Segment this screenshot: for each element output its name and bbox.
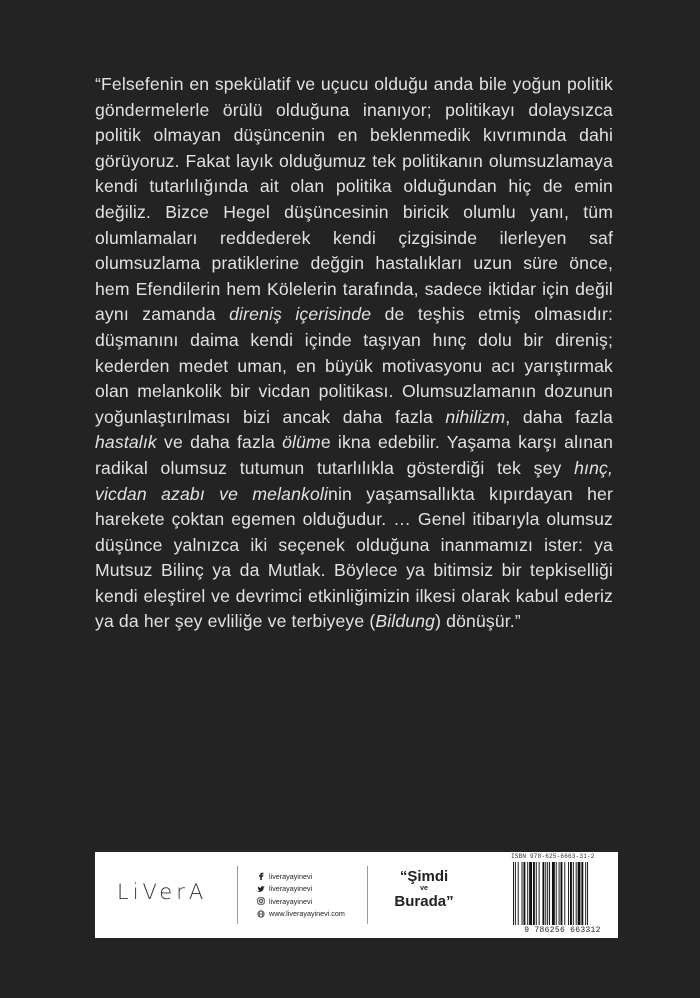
facebook-icon xyxy=(257,872,265,880)
barcode-bar xyxy=(536,862,537,925)
blurb-italic: Bildung xyxy=(375,611,436,632)
barcode-block xyxy=(507,852,618,938)
publisher-footer xyxy=(95,852,618,938)
series-line-3: Burada” xyxy=(394,893,454,910)
social-row-instagram[interactable] xyxy=(257,895,345,908)
barcode-bar xyxy=(587,862,588,925)
blurb-italic: ölüm xyxy=(282,432,321,453)
barcode-bar xyxy=(515,862,516,925)
blurb-text: ve daha fazla xyxy=(156,432,283,453)
social-handle: liverayayinevi xyxy=(269,871,313,881)
globe-icon xyxy=(257,910,265,918)
barcode-bar xyxy=(539,862,540,925)
barcode-bar xyxy=(570,862,572,925)
social-links xyxy=(257,870,345,920)
divider xyxy=(237,866,238,924)
blurb-text: e ikna edebilir. Yaşama karşı alınan radikal olumsuz tutumun tutarlılıkla gösterdiği tek şey xyxy=(95,432,614,478)
barcode-bar xyxy=(552,862,555,925)
barcode-number: 9 786256 663312 xyxy=(524,926,601,935)
barcode-bar xyxy=(578,862,581,925)
barcode-bar xyxy=(556,862,557,925)
blurb-italic: hastalık xyxy=(95,432,157,453)
barcode-bar xyxy=(513,862,514,925)
barcode-bar xyxy=(523,862,525,925)
twitter-icon xyxy=(257,885,265,893)
blurb-text: “Felsefenin en spekülatif ve uçucu olduğu anda bile yoğun politik göndermelerle örülü olduğuna inanıyor; politikayı dolaysızca politik olmayan düşüncenin en beklenmedik kıvrımında dahi görüyoruz. Fakat layık olduğumuz tek politikanın olumsuzlamaya kendi tutarlılığında ait olan politika olduğundan hiç de emin değiliz. Bizce Hegel düşüncesinin biricik olumlu yanı, tüm olumlamaları reddederek kendi çizgisinde ilerleyen saf olumsuzlama pratiklerine değgin hastalıkları uzun süre önce, hem Efendilerin hem Kölelerin tarafında, sadece iktidar için değil aynı zamanda xyxy=(95,74,613,325)
social-row-website[interactable] xyxy=(257,908,345,921)
website-url: www.liverayayinevi.com xyxy=(269,909,345,919)
barcode-bar xyxy=(522,862,523,925)
back-cover-blurb xyxy=(95,72,613,635)
blurb-italic: hınç, vicdan azabı ve melankoli xyxy=(95,457,613,504)
barcode-bar xyxy=(559,862,560,925)
divider xyxy=(367,866,368,924)
social-row-facebook[interactable] xyxy=(257,870,345,883)
barcode-bar xyxy=(585,862,586,925)
barcode-bar xyxy=(547,862,548,925)
barcode-bar xyxy=(545,862,546,925)
barcode xyxy=(511,862,614,925)
blurb-text: nin yaşamsallıkta kıpırdayan her harekete çoktan egemen olduğudur. … Genel itibarıyla olumsuz düşünce yalnızca iki seçenek olduğuna inanmamızı ister: ya Mutsuz Bilinç ya da Mutlak. Böylece ya bitimsiz bir tepkiselliği kendi eleştirel ve devrimci etkinliğimizin ilkesi olarak kabul ederiz ya da her şey evliliğe ve terbiyeye ( xyxy=(95,483,613,632)
barcode-bar xyxy=(576,862,577,925)
social-handle: liverayayinevi xyxy=(269,896,313,906)
series-logo xyxy=(385,868,463,910)
barcode-bar xyxy=(533,862,535,925)
social-handle: liverayayinevi xyxy=(269,884,313,894)
barcode-bar xyxy=(581,862,583,925)
blurb-text: ) dönüşür.” xyxy=(435,611,521,632)
publisher-logo: LiVerA xyxy=(117,880,208,904)
barcode-bar xyxy=(529,862,532,925)
barcode-bar xyxy=(518,862,519,925)
social-row-twitter[interactable] xyxy=(257,883,345,896)
isbn-label: ISBN 978-625-6663-31-2 xyxy=(511,853,595,860)
barcode-bar xyxy=(549,862,550,925)
series-line-2: ve xyxy=(420,885,428,892)
blurb-italic: nihilizm xyxy=(445,406,506,427)
barcode-bar xyxy=(561,862,563,925)
barcode-bar xyxy=(564,862,565,925)
barcode-bar xyxy=(542,862,544,925)
blurb-italic: direniş içerisinde xyxy=(229,304,372,325)
barcode-bar xyxy=(573,862,574,925)
blurb-text: , daha fazla xyxy=(505,406,613,427)
barcode-bar xyxy=(527,862,528,925)
instagram-icon xyxy=(257,897,265,905)
series-line-1: “Şimdi xyxy=(399,868,449,885)
blurb-text: de teşhis etmiş olmasıdır: düşmanını daima kendi içinde taşıyan hınç dolu bir direniş; kederden medet uman, en büyük motivasyonu acı yarıştırmak olan melankolik bir vicdan politikası. Olumsuzlamanın dozunun yoğunlaştırılması bizi ancak daha fazla xyxy=(95,304,614,427)
barcode-bar xyxy=(568,862,569,925)
